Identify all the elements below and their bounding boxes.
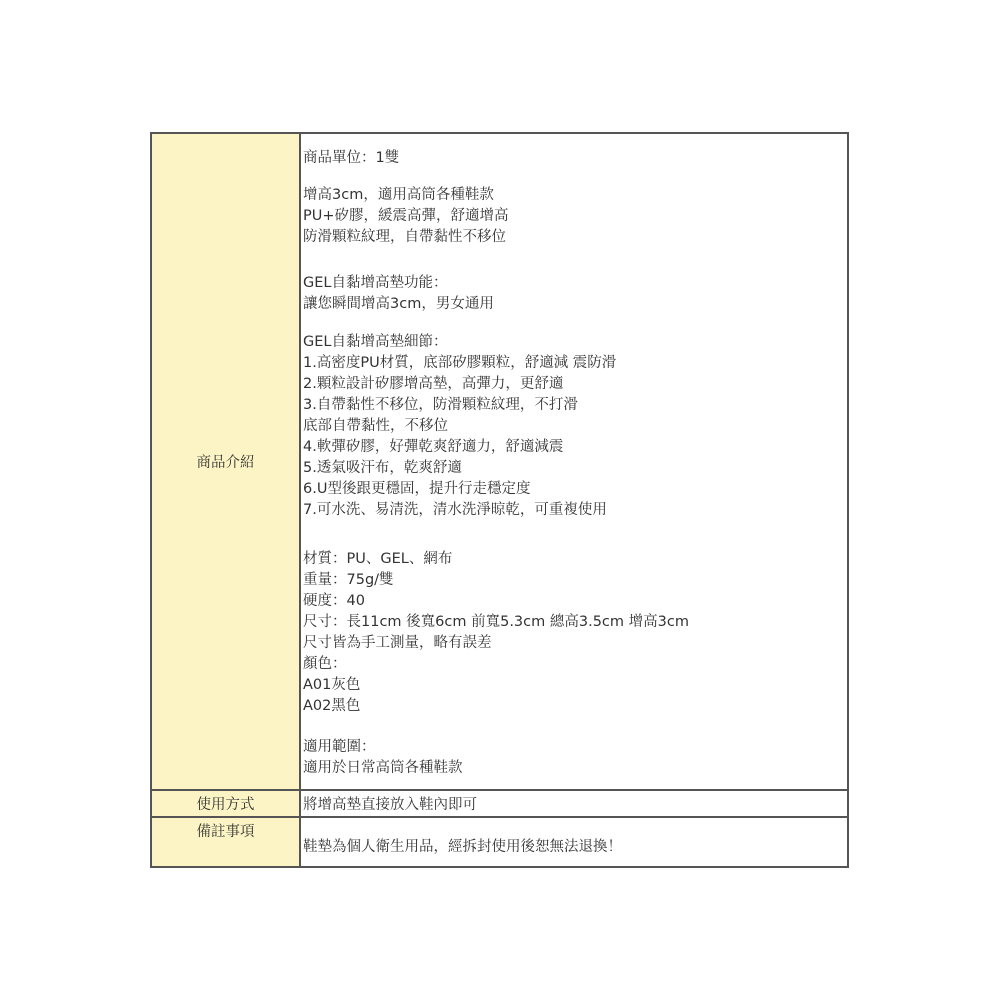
intro-content [300, 133, 848, 790]
scope-group [303, 737, 847, 779]
unit-group [303, 148, 847, 169]
text-line: 重量：75g/雙 [303, 572, 394, 588]
text-line: 適用於日常高筒各種鞋款 [303, 760, 463, 776]
usage-value: 將增高墊直接放入鞋內即可 [300, 790, 848, 817]
text-line: 防滑顆粒紋理，自帶黏性不移位 [303, 229, 506, 245]
text-line: 尺寸：長11cm 後寬6cm 前寬5.3cm 總高3.5cm 增高3cm [303, 614, 689, 630]
text-line: 讓您瞬間增高3cm，男女通用 [303, 296, 494, 312]
notes-label: 備註事項 [151, 817, 300, 867]
text-line: A01灰色 [303, 677, 361, 693]
text-line: A02黑色 [303, 698, 361, 714]
text-line: 材質：PU、GEL、網布 [303, 551, 453, 567]
text-line: 硬度：40 [303, 593, 365, 609]
specs-group [303, 549, 847, 717]
usage-label: 使用方式 [151, 790, 300, 817]
text-line: 7.可水洗、易清洗，清水洗淨晾乾，可重複使用 [303, 502, 607, 518]
text-line: 6.U型後跟更穩固，提升行走穩定度 [303, 481, 531, 497]
text-line: 1.高密度PU材質，底部矽膠顆粒，舒適減 震防滑 [303, 355, 617, 371]
text-line: 2.顆粒設計矽膠增高墊，高彈力，更舒適 [303, 376, 564, 392]
text-line: GEL自黏增高墊功能： [303, 275, 448, 291]
text-line: 增高3cm，適用高筒各種鞋款 [303, 187, 494, 203]
text-line: PU+矽膠，緩震高彈，舒適增高 [303, 208, 509, 224]
text-line: 尺寸皆為手工測量，略有誤差 [303, 635, 492, 651]
text-line: 顏色： [303, 656, 347, 672]
text-line: 4.軟彈矽膠，好彈乾爽舒適力，舒適減震 [303, 439, 564, 455]
notes-value: 鞋墊為個人衛生用品，經拆封使用後恕無法退換！ [300, 817, 848, 867]
intro-label: 商品介紹 [151, 133, 300, 790]
product-spec-table [150, 132, 849, 868]
text-line: 適用範圍： [303, 739, 376, 755]
text-line: 5.透氣吸汗布，乾爽舒適 [303, 460, 462, 476]
table-row-usage [151, 790, 848, 817]
table-row-intro [151, 133, 848, 790]
details-group [303, 332, 847, 521]
function-group [303, 273, 847, 315]
text-line: GEL自黏增高墊細節： [303, 334, 448, 350]
features-group [303, 185, 847, 248]
text-line: 3.自帶黏性不移位，防滑顆粒紋理，不打滑 [303, 397, 578, 413]
table-row-notes [151, 817, 848, 867]
text-line: 底部自帶黏性，不移位 [303, 418, 448, 434]
text-line: 商品單位：1雙 [303, 150, 400, 166]
